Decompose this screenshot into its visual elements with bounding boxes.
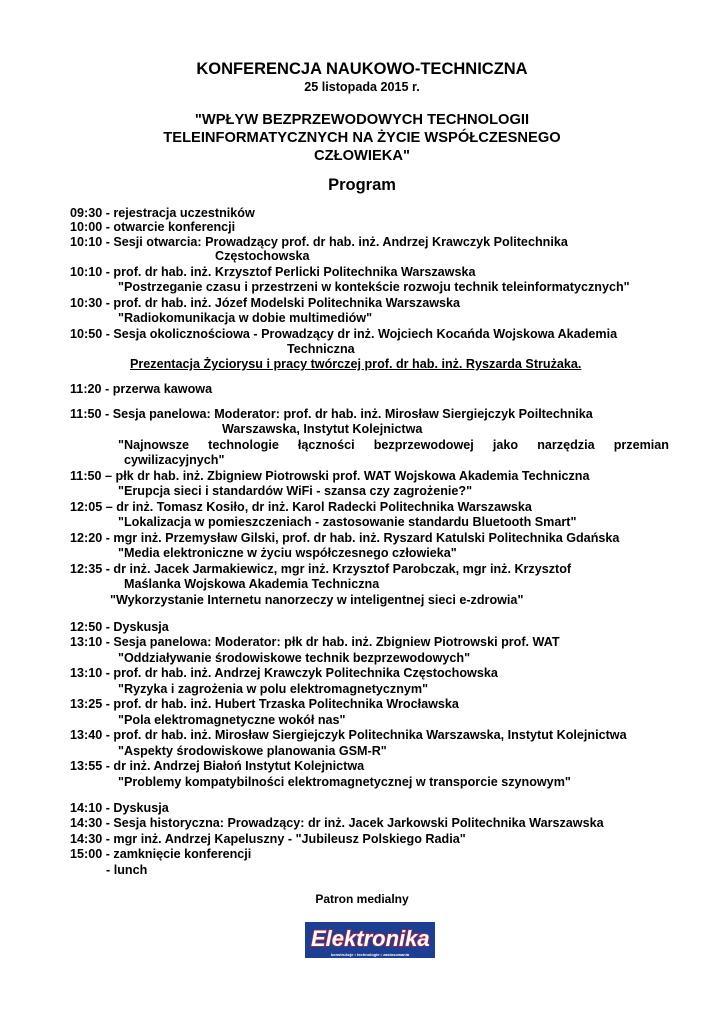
schedule-line: "Aspekty środowiskowe planowania GSM-R" [118, 744, 387, 758]
schedule-line: 13:10 - prof. dr hab. inż. Andrzej Krawczyk Politechnika Częstochowska [70, 666, 498, 680]
schedule-line: "Lokalizacja w pomieszczeniach - zastosowanie standardu Bluetooth Smart" [118, 515, 577, 529]
logo-wordmark: Elektronika [311, 926, 430, 951]
schedule-line: "Oddziaływanie środowiskowe technik bezprzewodowych" [118, 651, 471, 665]
schedule-line: 10:30 - prof. dr hab. inż. Józef Modelski Politechnika Warszawska [70, 296, 461, 310]
elektronika-logo-graphic [305, 922, 435, 958]
schedule-line: 15:00 - zamknięcie konferencji [70, 847, 252, 861]
schedule-line: - lunch [106, 863, 148, 877]
schedule-line: "Postrzeganie czasu i przestrzeni w kontekście rozwoju technik teleinformatycznych" [118, 280, 630, 294]
schedule-line: Warszawska, Instytut Kolejnictwa [222, 422, 423, 436]
schedule-line: 10:10 - Sesji otwarcia: Prowadzący prof. dr hab. inż. Andrzej Krawczyk Politechnika [70, 235, 568, 249]
schedule-line: "Problemy kompatybilności elektromagnetycznej w transporcie szynowym" [118, 775, 571, 789]
schedule-line: "Ryzyka i zagrożenia w polu elektromagnetycznym" [118, 682, 429, 696]
schedule-line: 12:50 - Dyskusja [70, 620, 169, 634]
schedule-line: Techniczna [287, 342, 355, 356]
schedule-line: Maślanka Wojskowa Akademia Techniczna [124, 577, 380, 591]
schedule-line: 12:35 - dr inż. Jacek Jarmakiewicz, mgr inż. Krzysztof Parobczak, mgr inż. Krzysztof [70, 562, 572, 576]
schedule-line-underlined: Prezentacja Życiorysu i pracy twórczej prof. dr hab. inż. Ryszarda Strużaka. [130, 357, 582, 371]
schedule-line: "Pola elektromagnetyczne wokół nas" [118, 713, 346, 727]
schedule-line: "Media elektroniczne w życiu współczesnego człowieka" [118, 546, 457, 560]
elektronika-logo [305, 922, 435, 958]
media-patron-label: Patron medialny [315, 892, 409, 906]
schedule-line: "Wykorzystanie Internetu nanorzeczy w inteligentnej sieci e-zdrowia" [110, 593, 524, 607]
program-heading: Program [328, 176, 396, 194]
conference-topic-line-2: TELEINFORMATYCZNYCH NA ŻYCIE WSPÓŁCZESNEGO [163, 130, 561, 146]
schedule-line: 10:00 - otwarcie konferencji [70, 220, 236, 234]
conference-topic-line-3: CZŁOWIEKA" [314, 148, 410, 164]
conference-topic-line-1: "WPŁYW BEZPRZEWODOWYCH TECHNOLOGII [194, 112, 530, 128]
conference-title: KONFERENCJA NAUKOWO-TECHNICZNA [196, 60, 528, 78]
schedule-line: 11:50 - Sesja panelowa: Moderator: prof. dr hab. inż. Mirosław Siergiejczyk Poiltechnika [70, 407, 593, 421]
schedule-line: "Erupcja sieci i standardów WiFi - szansa czy zagrożenie?" [118, 484, 473, 498]
schedule-line: 11:20 - przerwa kawowa [70, 382, 213, 396]
schedule-line: 14:30 - mgr inż. Andrzej Kapeluszny - "Jubileusz Polskiego Radia" [70, 832, 466, 846]
schedule-line: 13:55 - dr inż. Andrzej Białoń Instytut Kolejnictwa [70, 759, 365, 773]
schedule-line: 09:30 - rejestracja uczestników [70, 206, 255, 220]
schedule-line: 12:20 - mgr inż. Przemysław Gilski, prof. dr hab. inż. Ryszard Katulski Politechnika Gdańska [70, 531, 620, 545]
schedule-line: cywilizacyjnych" [124, 453, 225, 467]
schedule-line: 10:50 - Sesja okolicznościowa - Prowadzący dr inż. Wojciech Kocańda Wojskowa Akademia [70, 327, 618, 341]
schedule-line: 12:05 – dr inż. Tomasz Kosiło, dr inż. Karol Radecki Politechnika Warszawska [70, 500, 532, 514]
schedule-line: "Radiokomunikacja w dobie multimediów" [118, 311, 373, 325]
schedule-line: 14:10 - Dyskusja [70, 801, 169, 815]
schedule-line: 11:50 – płk dr hab. inż. Zbigniew Piotrowski prof. WAT Wojskowa Akademia Techniczna [70, 469, 590, 483]
schedule-line: 13:10 - Sesja panelowa: Moderator: płk dr hab. inż. Zbigniew Piotrowski prof. WAT [70, 635, 560, 649]
conference-date: 25 listopada 2015 r. [304, 80, 420, 94]
schedule-line: 14:30 - Sesja historyczna: Prowadzący: dr inż. Jacek Jarkowski Politechnika Warszawska [70, 816, 604, 830]
schedule-line: 13:40 - prof. dr hab. inż. Mirosław Siergiejczyk Politechnika Warszawska, Instytut Kolejnictwa [70, 728, 627, 742]
logo-tagline: konstrukcje • technologie • zastosowania [330, 952, 410, 957]
schedule-line: 13:25 - prof. dr hab. inż. Hubert Trzaska Politechnika Wrocławska [70, 697, 459, 711]
schedule-line: Częstochowska [215, 249, 310, 263]
schedule-line: 10:10 - prof. dr hab. inż. Krzysztof Perlicki Politechnika Warszawska [70, 265, 476, 279]
schedule-line-justified: "Najnowsze technologie łączności bezprzewodowej jako narzędzia przemian [118, 438, 669, 452]
